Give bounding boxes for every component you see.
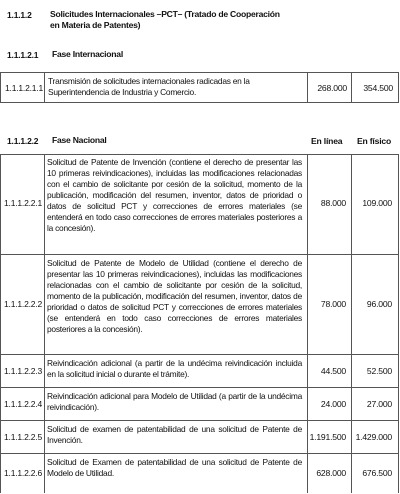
- table-row: [0, 453, 399, 493]
- row-code: 1.1.1.2.2.3: [4, 366, 42, 376]
- row-code: 1.1.1.2.2.6: [4, 468, 42, 478]
- row-description: Transmisión de solicitudes internacionales radicadas en la Superintendencia de Industria y Comercio.: [48, 76, 250, 97]
- row-description: Solicitud de examen de patentabilidad de una solicitud de Patente de Invención.: [47, 424, 302, 445]
- row-description: Solicitud de Patente de Invención (contiene el derecho de presentar las 10 primeras reivindicaciones), incluidas las modificaciones relacionadas con el cambio de solicitante por cesión de la solicitud, momento de la publicación, modificación del resumen, inventor, datos de prioridad o datos de solicitud PCT y correcciones de errores materiales (se entenderá en todo caso correcciones de errores materiales posteriores a la concesión).: [47, 157, 302, 233]
- row-code: 1.1.1.2.2.4: [4, 399, 42, 409]
- row-description: Reivindicación adicional (a partir de la undécima reivindicación incluida en la solicitud inicial o durante el trámite).: [47, 358, 302, 379]
- row-value-online: 628.000: [316, 468, 346, 478]
- row-code: 1.1.1.2.2.2: [4, 299, 42, 309]
- section-title: Solicitudes Internacionales –PCT– (Tratado de Cooperación en Materia de Patentes): [50, 9, 280, 30]
- row-description: Solicitud de Patente de Modelo de Utilidad (contiene el derecho de presentar las 10 primeras reivindicaciones), incluidas las modificaciones relacionadas con el cambio de solicitante por cesión de la solicitud, momento de la publicación, modificación del resumen, inventor, datos de prioridad o datos de solicitud PCT y correcciones de errores materiales (se entenderá en todo caso correcciones de errores materiales posteriores a la concesión).: [47, 258, 302, 334]
- column-header-online: En línea: [311, 136, 343, 146]
- row-code: 1.1.1.2.2.5: [4, 432, 42, 442]
- row-code: 1.1.1.2.2.1: [4, 198, 42, 208]
- row-value-physical: 52.500: [366, 366, 392, 376]
- row-value-online: 1.191.500: [309, 432, 346, 442]
- row-value-physical: 109.000: [362, 198, 392, 208]
- subsection-heading-national: [0, 134, 400, 148]
- row-value-online: 24.000: [320, 399, 346, 409]
- subsection-title: Fase Nacional: [52, 135, 107, 145]
- row-value-online: 88.000: [320, 198, 346, 208]
- subsection-title: Fase Internacional: [52, 49, 123, 59]
- row-value-online: 78.000: [320, 299, 346, 309]
- table-row: [0, 387, 399, 420]
- row-value-physical: 354.500: [363, 83, 393, 93]
- table-row: [0, 420, 399, 453]
- row-value-physical: 676.500: [362, 468, 392, 478]
- section-heading-pct: [0, 8, 400, 40]
- row-value-online: 268.000: [317, 83, 347, 93]
- column-header-physical: En físico: [357, 136, 392, 146]
- table-row: [0, 154, 399, 254]
- table-row: [0, 254, 399, 354]
- section-number: 1.1.1.2: [7, 10, 32, 20]
- row-value-physical: 1.429.000: [355, 432, 392, 442]
- row-value-online: 44.500: [320, 366, 346, 376]
- row-code: 1.1.1.2.1.1: [5, 83, 43, 93]
- subsection-number: 1.1.1.2.2: [7, 136, 39, 146]
- table-row-international: [0, 72, 399, 103]
- row-description: Reivindicación adicional para Modelo de Utilidad (a partir de la undécima reivindicación).: [47, 391, 302, 412]
- row-description: Solicitud de Examen de patentabilidad de una solicitud de Patente de Modelo de Utilidad.: [47, 457, 302, 478]
- subsection-number: 1.1.1.2.1: [7, 50, 39, 60]
- row-value-physical: 27.000: [366, 399, 392, 409]
- table-row: [0, 354, 399, 387]
- subsection-heading-international: [0, 48, 400, 62]
- row-value-physical: 96.000: [366, 299, 392, 309]
